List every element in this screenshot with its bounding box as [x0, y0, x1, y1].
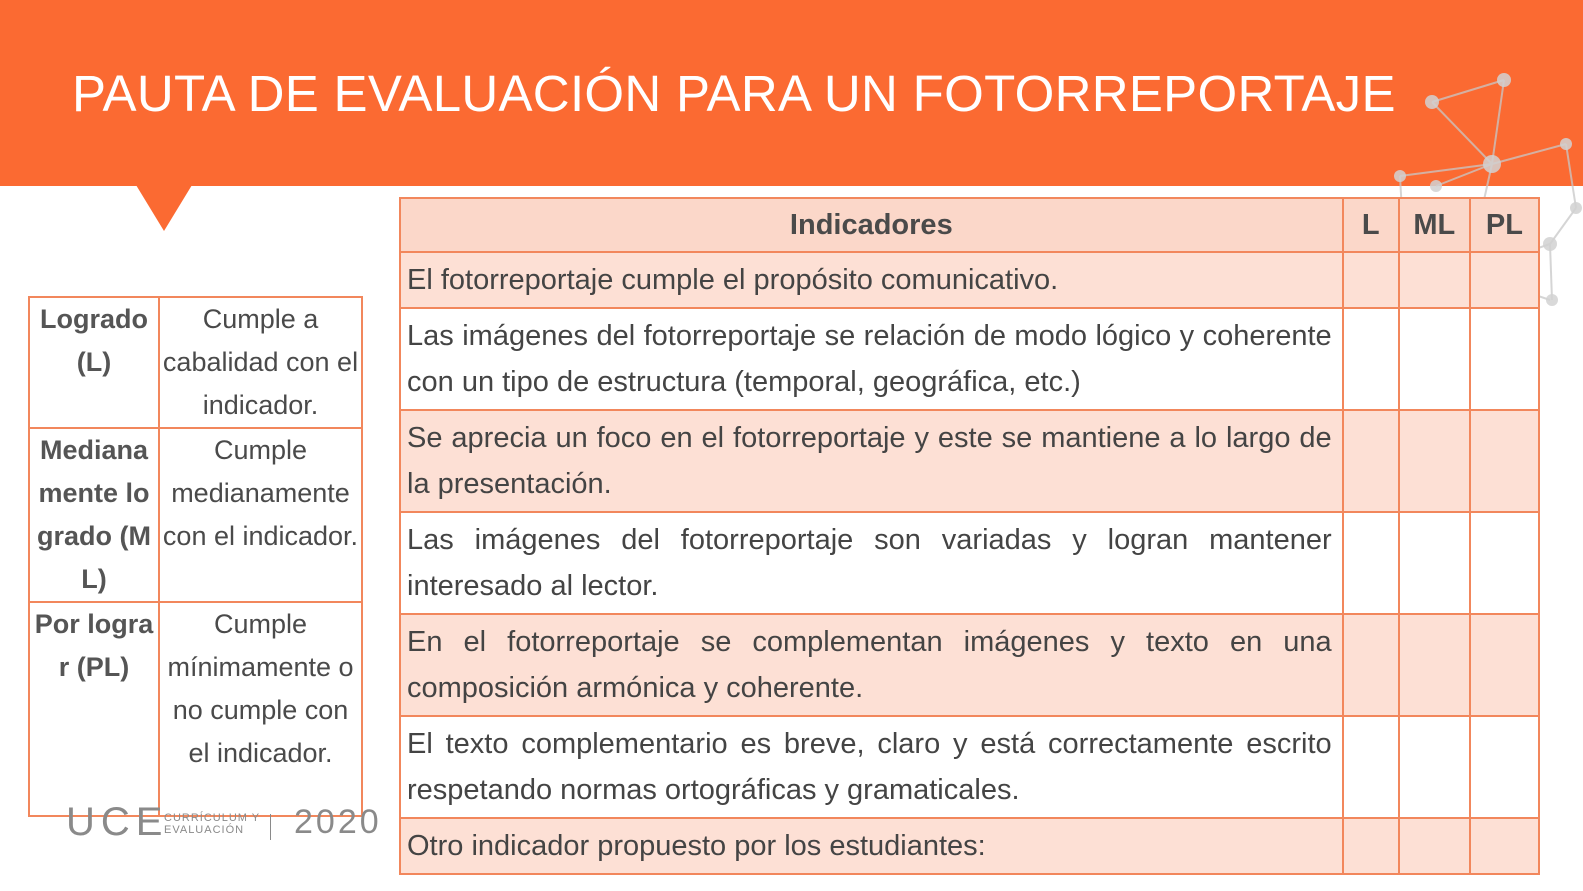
score-cell-pl[interactable]	[1470, 716, 1539, 818]
legend-description: Cumple mínimamente o no cumple con el indicador.	[159, 602, 362, 816]
table-row	[400, 512, 1539, 614]
score-cell-l[interactable]	[1343, 410, 1399, 512]
header-indicators: Indicadores	[400, 198, 1343, 252]
indicator-text: Las imágenes del fotorreportaje se relación de modo lógico y coherente con un tipo de estructura (temporal, geográfica, etc.)	[400, 308, 1343, 410]
legend-term: Medianamente logrado (ML)	[29, 428, 159, 602]
logo-letters: UCE	[66, 800, 169, 844]
table-row	[400, 818, 1539, 874]
score-cell-ml[interactable]	[1399, 818, 1470, 874]
indicator-text: Otro indicador propuesto por los estudiantes:	[400, 818, 1343, 874]
legend-term: Logrado (L)	[29, 297, 159, 428]
indicator-text: Se aprecia un foco en el fotorreportaje y este se mantiene a lo largo de la presentación.	[400, 410, 1343, 512]
table-row	[400, 308, 1539, 410]
header-ml: ML	[1399, 198, 1470, 252]
score-cell-ml[interactable]	[1399, 410, 1470, 512]
score-cell-pl[interactable]	[1470, 308, 1539, 410]
score-cell-ml[interactable]	[1399, 716, 1470, 818]
score-cell-l[interactable]	[1343, 308, 1399, 410]
banner-pointer	[136, 185, 192, 231]
score-cell-ml[interactable]	[1399, 308, 1470, 410]
score-cell-ml[interactable]	[1399, 512, 1470, 614]
legend-description: Cumple medianamente con el indicador.	[159, 428, 362, 602]
score-cell-ml[interactable]	[1399, 252, 1470, 308]
header-l: L	[1343, 198, 1399, 252]
score-cell-l[interactable]	[1343, 614, 1399, 716]
indicator-text: El fotorreportaje cumple el propósito comunicativo.	[400, 252, 1343, 308]
legend-row-logrado	[29, 297, 362, 428]
table-row	[400, 614, 1539, 716]
table-row	[400, 252, 1539, 308]
score-cell-pl[interactable]	[1470, 818, 1539, 874]
score-cell-l[interactable]	[1343, 716, 1399, 818]
score-cell-ml[interactable]	[1399, 614, 1470, 716]
rubric-table	[399, 197, 1540, 875]
logo-subtitle-line2: EVALUACIÓN	[164, 824, 245, 836]
legend-row-por-lograr	[29, 602, 362, 816]
indicator-text: En el fotorreportaje se complementan imágenes y texto en una composición armónica y coherente.	[400, 614, 1343, 716]
legend-table	[28, 296, 363, 817]
score-cell-l[interactable]	[1343, 512, 1399, 614]
score-cell-l[interactable]	[1343, 252, 1399, 308]
indicator-text: Las imágenes del fotorreportaje son variadas y logran mantener interesado al lector.	[400, 512, 1343, 614]
legend-term: Por lograr (PL)	[29, 602, 159, 816]
rubric-header-row	[400, 198, 1539, 252]
score-cell-pl[interactable]	[1470, 614, 1539, 716]
page-title: PAUTA DE EVALUACIÓN PARA UN FOTORREPORTAJE	[72, 65, 1396, 122]
logo-subtitle-line1: CURRÍCULUM Y	[164, 812, 261, 824]
legend-description: Cumple a cabalidad con el indicador.	[159, 297, 362, 428]
indicator-text: El texto complementario es breve, claro y está correctamente escrito respetando normas ortográficas y gramaticales.	[400, 716, 1343, 818]
logo-year: 2020	[294, 803, 382, 841]
table-row	[400, 410, 1539, 512]
legend-row-medianamente-logrado	[29, 428, 362, 602]
logo-subtitle	[164, 812, 260, 836]
score-cell-pl[interactable]	[1470, 410, 1539, 512]
header-pl: PL	[1470, 198, 1539, 252]
score-cell-l[interactable]	[1343, 818, 1399, 874]
logo-separator	[270, 814, 271, 840]
table-row	[400, 716, 1539, 818]
score-cell-pl[interactable]	[1470, 252, 1539, 308]
score-cell-pl[interactable]	[1470, 512, 1539, 614]
